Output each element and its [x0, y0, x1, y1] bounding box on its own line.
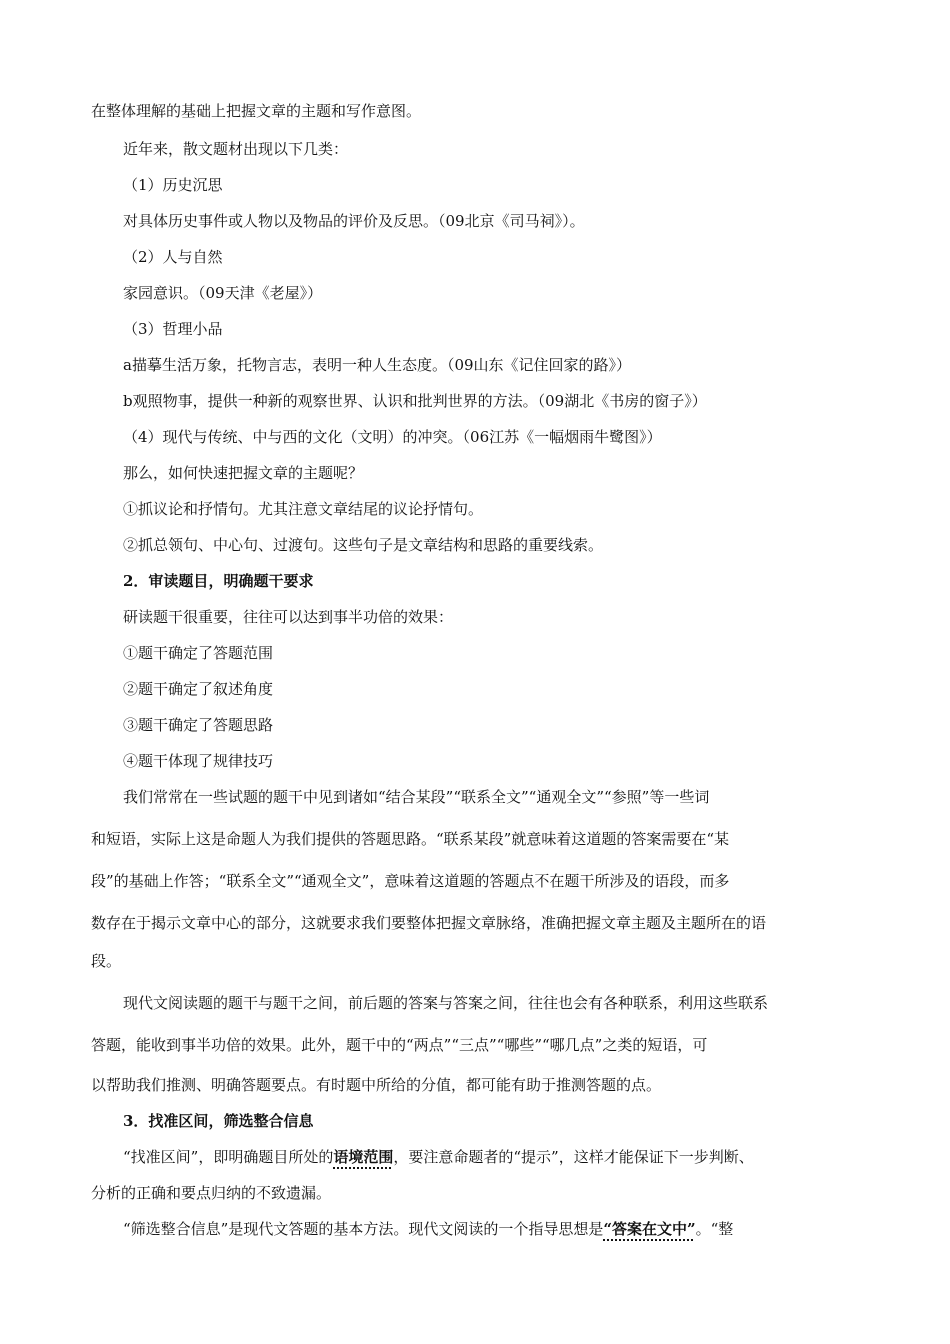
paragraph-line: 和短语，实际上这是命题人为我们提供的答题思路。“联系某段”就意味着这道题的答案需要在“某	[91, 830, 730, 848]
paragraph-line: 在整体理解的基础上把握文章的主题和写作意图。	[91, 102, 422, 120]
list-item: （4）现代与传统、中与西的文化（文明）的冲突。（06江苏《一幅烟雨牛鹭图》）	[123, 428, 662, 446]
section-heading: 3．找准区间，筛选整合信息	[123, 1112, 314, 1130]
text-run: 。“整	[695, 1220, 734, 1238]
paragraph-line: 数存在于揭示文章中心的部分，这就要求我们要整体把握文章脉络，准确把握文章主题及主题所在的语	[91, 914, 767, 932]
paragraph-line: 对具体历史事件或人物以及物品的评价及反思。（09北京《司马祠》）。	[123, 212, 585, 230]
paragraph-line: 近年来，散文题材出现以下几类：	[123, 140, 349, 158]
text-run: “筛选整合信息”是现代文答题的基本方法。现代文阅读的一个指导思想是	[123, 1220, 604, 1238]
paragraph-line: 研读题干很重要，往往可以达到事半功倍的效果：	[123, 608, 454, 626]
emphasized-term: 语境范围	[333, 1148, 394, 1166]
paragraph-line: 那么，如何快速把握文章的主题呢？	[123, 464, 364, 482]
paragraph-line: 答题，能收到事半功倍的效果。此外，题干中的“两点”“三点”“哪些”“哪几点”之类的短语，可	[91, 1036, 708, 1054]
paragraph-line: 我们常常在一些试题的题干中见到诸如“结合某段”“联系全文”“通观全文”“参照”等一些词	[123, 788, 710, 806]
section-heading: 2．审读题目，明确题干要求	[123, 572, 314, 590]
list-item: ②题干确定了叙述角度	[123, 680, 274, 698]
paragraph-line: 段。	[91, 952, 122, 970]
paragraph-line: b观照物事，提供一种新的观察世界、认识和批判世界的方法。（09湖北《书房的窗子》）	[123, 392, 707, 410]
emphasized-term: “答案在文中”	[603, 1220, 696, 1238]
list-item: ④题干体现了规律技巧	[123, 752, 274, 770]
list-item: （2）人与自然	[123, 248, 223, 266]
list-item: ①抓议论和抒情句。尤其注意文章结尾的议论抒情句。	[123, 500, 484, 518]
paragraph-line	[123, 1147, 754, 1167]
paragraph-line: a描摹生活万象，托物言志，表明一种人生态度。（09山东《记住回家的路》）	[123, 356, 632, 374]
paragraph-line: 分析的正确和要点归纳的不致遗漏。	[91, 1184, 332, 1202]
list-item: （1）历史沉思	[123, 176, 223, 194]
paragraph-line: 家园意识。（09天津《老屋》）	[123, 284, 323, 302]
paragraph-line	[123, 1219, 733, 1239]
list-item: ③题干确定了答题思路	[123, 716, 274, 734]
text-run: “找准区间”，即明确题目所处的	[123, 1148, 334, 1166]
list-item: （3）哲理小品	[123, 320, 223, 338]
paragraph-line: 以帮助我们推测、明确答题要点。有时题中所给的分值，都可能有助于推测答题的点。	[91, 1076, 662, 1094]
list-item: ②抓总领句、中心句、过渡句。这些句子是文章结构和思路的重要线索。	[123, 536, 604, 554]
text-run: ，要注意命题者的“提示”，这样才能保证下一步判断、	[393, 1148, 754, 1166]
list-item: ①题干确定了答题范围	[123, 644, 274, 662]
paragraph-line: 段”的基础上作答；“联系全文”“通观全文”，意味着这道题的答题点不在题干所涉及的语段，而多	[91, 872, 730, 890]
paragraph-line: 现代文阅读题的题干与题干之间，前后题的答案与答案之间，往往也会有各种联系，利用这些联系	[123, 994, 769, 1012]
